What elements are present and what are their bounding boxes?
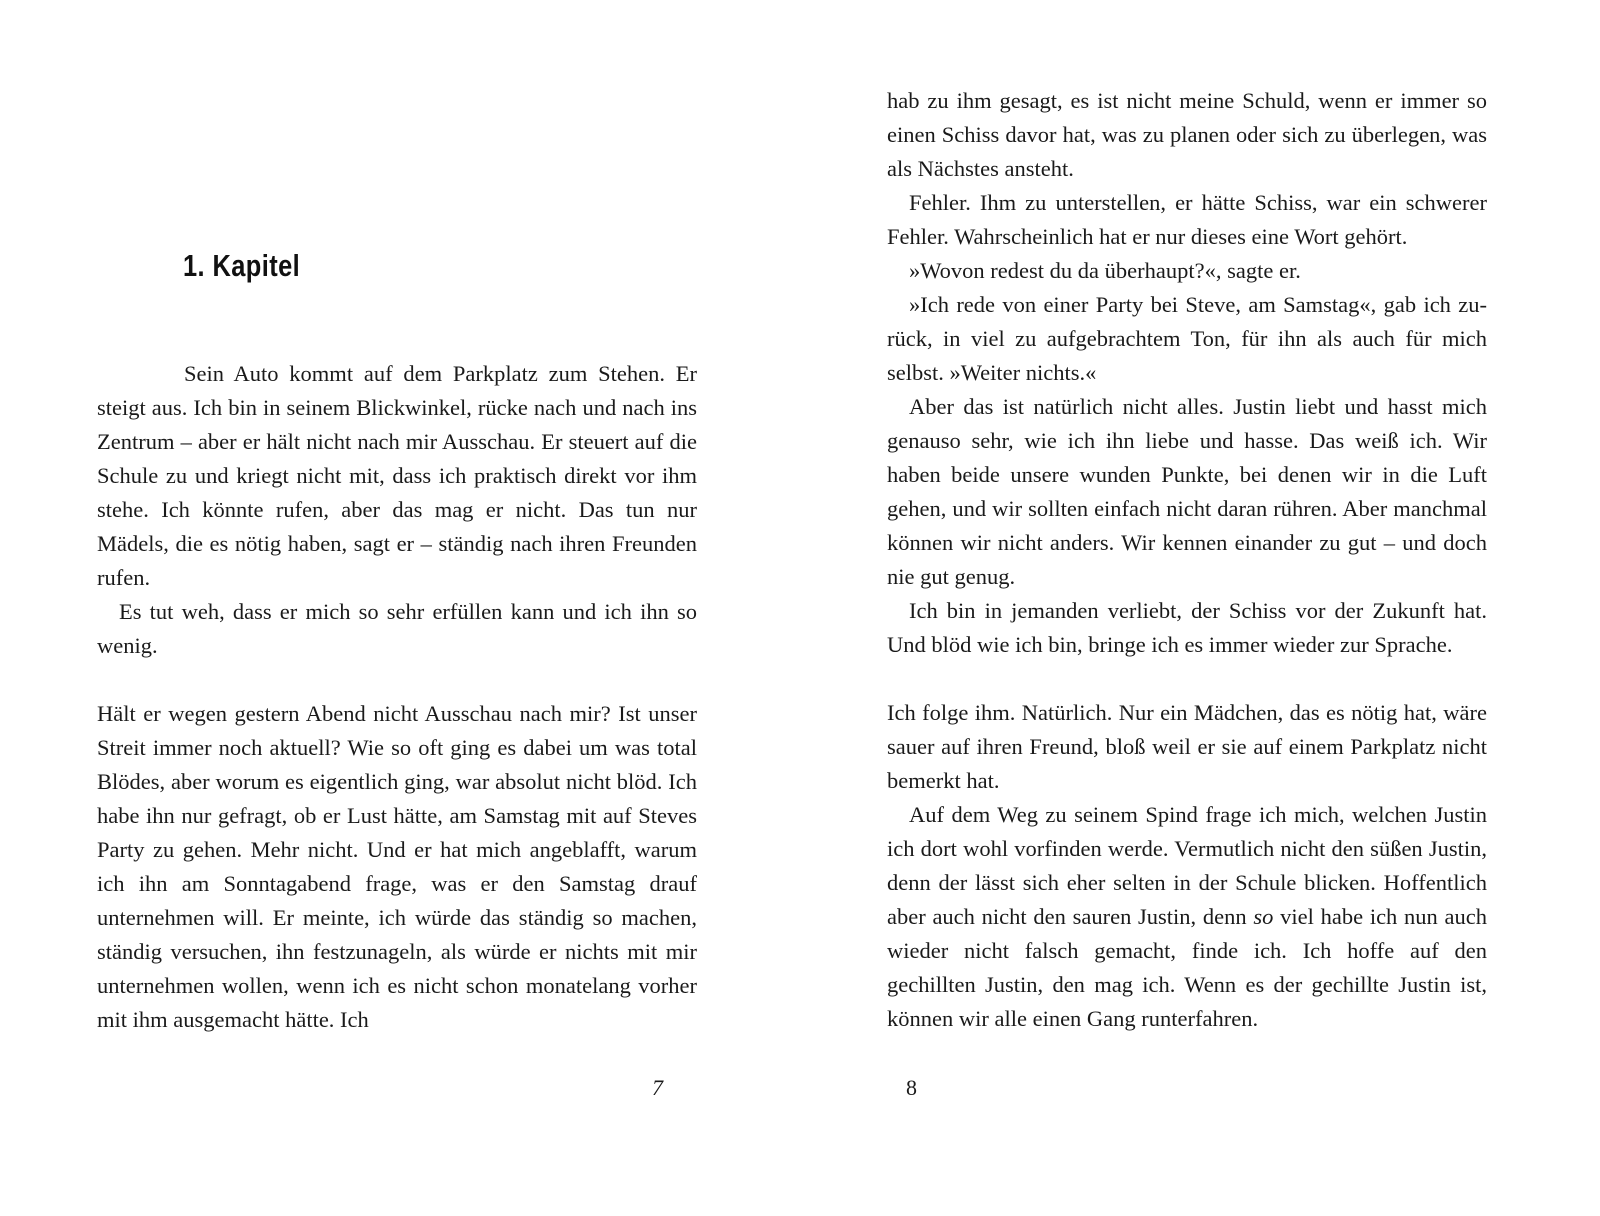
right-text-block-section bbox=[887, 696, 1487, 1036]
paragraph: »Wovon redest du da überhaupt?«, sagte er. bbox=[909, 258, 1301, 283]
chapter-title: 1. Kapitel bbox=[183, 248, 301, 283]
right-text-block-continuation bbox=[887, 84, 1487, 662]
paragraph-text: Auf dem Weg zu seinem Spind frage ich mich, welchen Justin ich dort wohl vorfinden werde. Vermutlich nicht den süßen Justin, denn der lässt sich eher selten in der Schule blicken. Hoffentlich aber auch nicht den sauren Justin, denn bbox=[887, 802, 1487, 929]
paragraph: Fehler. Ihm zu unterstellen, er hätte Schiss, war ein schwerer Fehler. Wahrscheinlich hat er nur dieses eine Wort gehört. bbox=[887, 190, 1487, 249]
paragraph: Hält er wegen gestern Abend nicht Ausschau nach mir? Ist unser Streit immer noch aktuell? Wie so oft ging es dabei um was total Blödes, aber worum es eigentlich ging, war absolut nicht blöd. Ich habe ihn nur gefragt, ob er Lust hätte, am Samstag mit auf Steves Party zu gehen. Mehr nicht. Und er hat mich angeblafft, warum ich ihn am Sonntagabend frage, was er den Samstag drauf unternehmen will. Er meinte, ich würde das ständig so machen, ständig versuchen, ihn festzunageln, als würde er nichts mit mir unternehmen wollen, wenn ich es nicht schon monatelang vorher mit ihm ausgemacht hätte. Ich bbox=[97, 701, 697, 1032]
paragraph-text: viel habe ich nun auch wieder nicht falsch gemacht, finde ich. Ich hoffe auf den gechillten Justin, den mag ich. Wenn es der gechillte Justin ist, können wir alle einen Gang runterfahren. bbox=[887, 904, 1487, 1031]
paragraph: Es tut weh, dass er mich so sehr erfüllen kann und ich ihn so wenig. bbox=[97, 599, 697, 658]
left-text-block-section bbox=[97, 697, 697, 1037]
paragraph: Sein Auto kommt auf dem Parkplatz zum Stehen. Er steigt aus. Ich bin in seinem Blickwinkel, rücke nach und nach ins Zentrum – aber er hält nicht nach mir Ausschau. Er steuert auf die Schule zu und kriegt nicht mit, dass ich praktisch direkt vor ihm stehe. Ich könnte rufen, aber das mag er nicht. Das tun nur Mädels, die es nötig haben, sagt er – ständig nach ihren Freunden rufen. bbox=[97, 361, 697, 590]
left-text-block-opening bbox=[97, 357, 697, 663]
page-number-right: 8 bbox=[906, 1075, 917, 1100]
page-number-left: 7 bbox=[652, 1075, 663, 1100]
paragraph: »Ich rede von einer Party bei Steve, am Samstag«, gab ich zurück, in viel zu aufgebrachtem Ton, für ihn als auch für mich selbst. »Weiter nichts.« bbox=[887, 292, 1487, 385]
paragraph: Ich folge ihm. Natürlich. Nur ein Mädchen, das es nötig hat, wäre sauer auf ihren Freund, bloß weil er sie auf einem Parkplatz nicht bemerkt hat. bbox=[887, 700, 1487, 793]
paragraph: Ich bin in jemanden verliebt, der Schiss vor der Zukunft hat. Und blöd wie ich bin, bringe ich es immer wieder zur Sprache. bbox=[887, 598, 1487, 657]
paragraph: Aber das ist natürlich nicht alles. Justin liebt und hasst mich genauso sehr, wie ich ihn liebe und hasse. Das weiß ich. Wir haben beide unsere wunden Punkte, bei denen wir in die Luft gehen, und wir sollten einfach nicht daran rühren. Aber manchmal können wir nicht anders. Wir kennen einander zu gut – und doch nie gut genug. bbox=[887, 394, 1487, 589]
paragraph: hab zu ihm gesagt, es ist nicht meine Schuld, wenn er immer so einen Schiss davor hat, was zu planen oder sich zu überlegen, was als Nächstes ansteht. bbox=[887, 88, 1487, 181]
right-page bbox=[800, 0, 1600, 1216]
emphasis-word: so bbox=[1253, 904, 1274, 929]
paragraph bbox=[887, 798, 1487, 1036]
